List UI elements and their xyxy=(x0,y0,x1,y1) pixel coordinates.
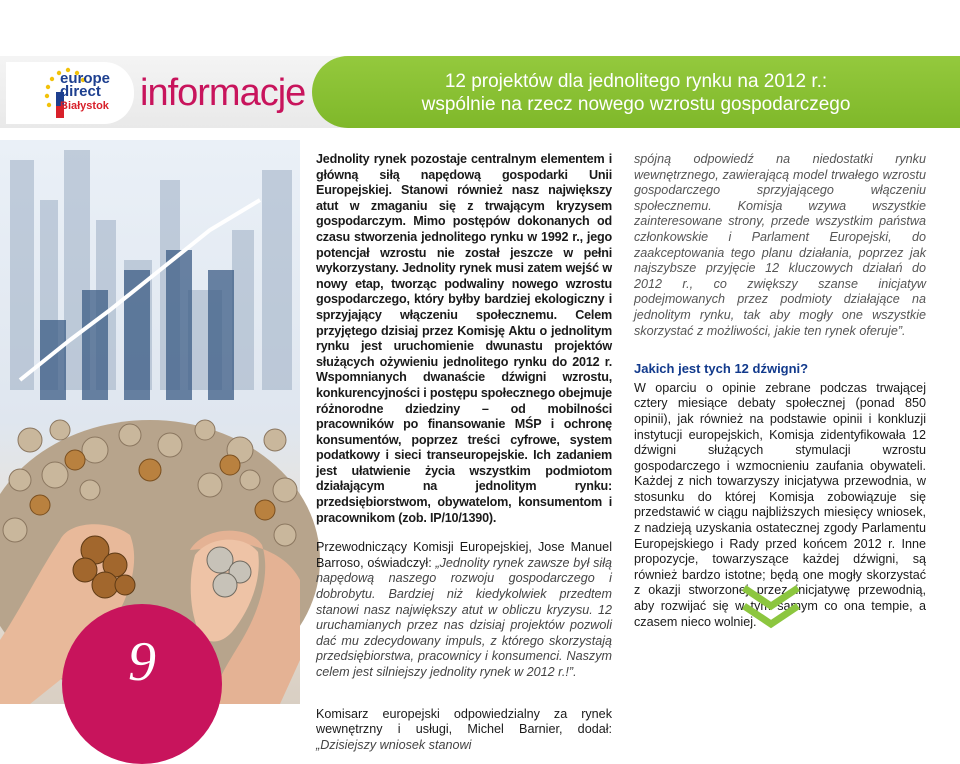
title-line-2: wspólnie na rzecz nowego wzrostu gospodarczego xyxy=(421,94,851,115)
intro-paragraph: Jednolity rynek pozostaje centralnym elementem i główną siłą napędową gospodarki Unii Europejskiej. Stanowi również nasz największy atut w zmaganiu się z trwającym kryzysem gospodarczym. Mimo postępów dokonanych od czasu stworzenia jednolitego rynku w 1992 r., jego potencjał wzrostu nie został jeszcze w pełni wykorzystany. Jednolity rynek musi zatem wejść w nowy etap, tworząc podwaliny nowego wzrostu gospodarczego, który byłby bardziej ekologiczny i sprzyjający włączeniu społecznemu. Celem przyjętego dzisiaj przez Komisję Aktu o jednolitym rynku jest uruchomienie dwunastu projektów służących ożywieniu jednolitego rynku do 2012 r. Wspomnianych dwanaście dźwigni wzrostu, konkurencyjności i postępu społecznego obejmuje różnorodne dziedziny – od mobilności pracowników po finansowanie MŚP i ochronę konsumentów, poprzez treści cyfrowe, system podatkowy i sieci transeuropejskie. Ich zadaniem jest ułatwienie życia wszystkim podmiotom działającym na jednolitym rynku: przedsiębiorstwom, obywatelom, konsumentom i pracownikom (zob. IP/10/1390). xyxy=(316,152,612,525)
logo-line-2: direct xyxy=(60,83,101,100)
levers-paragraph: W oparciu o opinie zebrane podczas trwającej cztery miesiące debaty społecznej (ponad 850 opinii), jak również na podstawie opinii i konkluzji instytucji europejskich, Komisja zidentyfikowała 12 dźwigni służących stymulacji wzrostu gospodarczego i wzmocnieniu zaufania obywateli. Każdej z nich towarzyszy inicjatywa przewodnia, w stosunku do której Komisja zobowiązuje się przedstawić w ciągu najbliższych miesięcy wniosek, z nadzieją uzyskania ostatecznej zgody Parlamentu Europejskiego i Rady przed końcem 2012 r. Inne propozycje, towarzyszące każdej dźwigni, są również bardzo istotne; będą one mogły skorzystać z okazji stworzonej przez inicjatywę przewodnią, aby rozwijać się w tym samym co ona tempie, a czasem nieco wolniej. xyxy=(634,380,926,629)
page-number-badge xyxy=(62,604,222,764)
logo-text xyxy=(60,72,110,113)
middle-column xyxy=(316,152,612,753)
page-number: 9 xyxy=(128,631,156,693)
logo-line-1: europe xyxy=(60,70,111,87)
barnier-quote: „Dzisiejszy wniosek stanowi xyxy=(316,737,472,752)
section-subheading: Jakich jest tych 12 dźwigni? xyxy=(634,361,809,377)
title-bar xyxy=(312,56,960,128)
barroso-paragraph xyxy=(316,540,612,680)
barnier-lead: Komisarz europejski odpowiedzialny za rynek wewnętrzny i usługi, Michel Barnier, dodał: xyxy=(316,706,612,737)
barnier-paragraph xyxy=(316,707,612,754)
right-column xyxy=(634,152,926,630)
section-label: informacje xyxy=(140,72,306,114)
page-title xyxy=(312,70,960,116)
continued-quote: spójną odpowiedź na niedostatki rynku wewnętrznego, zawierającą model trwałego wzrostu gospodarczego sprzyjającego włączeniu społecznemu. Komisja wzywa wszystkie zainteresowane strony, przede wszystkim państwa członkowskie i Parlament Europejski, do zaakceptowania tego planu działania, poprzez jak najszybsze przyjęcie 12 kluczowych działań do 2012 r., co zwiększy szanse inicjatyw podejmowanych przez podmioty działające na jednolitym rynku, tak aby mogły one wszystkie skorzystać z możliwości, jakie ten rynek oferuje”. xyxy=(634,152,926,338)
barroso-lead: Przewodniczący Komisji Europejskiej, Jose Manuel Barroso, oświadczył: xyxy=(316,540,612,570)
logo-line-3: Białystok xyxy=(60,100,109,112)
double-chevron-down-icon xyxy=(740,584,802,630)
barroso-quote: „Jednolity rynek zawsze był siłą napędową naszego rozwoju gospodarczego i dobrobytu. Bardziej niż kiedykolwiek przedtem stanowi nasz największy atut w obliczu kryzysu. 12 uruchamianych przez nas dzisiaj projektów pozwoli dać mu zdecydowany impuls, z którego skorzystają przedsiębiorstwa, pracownicy i konsumenci. Naszym celem jest silniejszy jednolity rynek w 2012 r.!”. xyxy=(316,555,613,679)
title-line-1: 12 projektów dla jednolitego rynku na 2012 r.: xyxy=(444,71,828,92)
